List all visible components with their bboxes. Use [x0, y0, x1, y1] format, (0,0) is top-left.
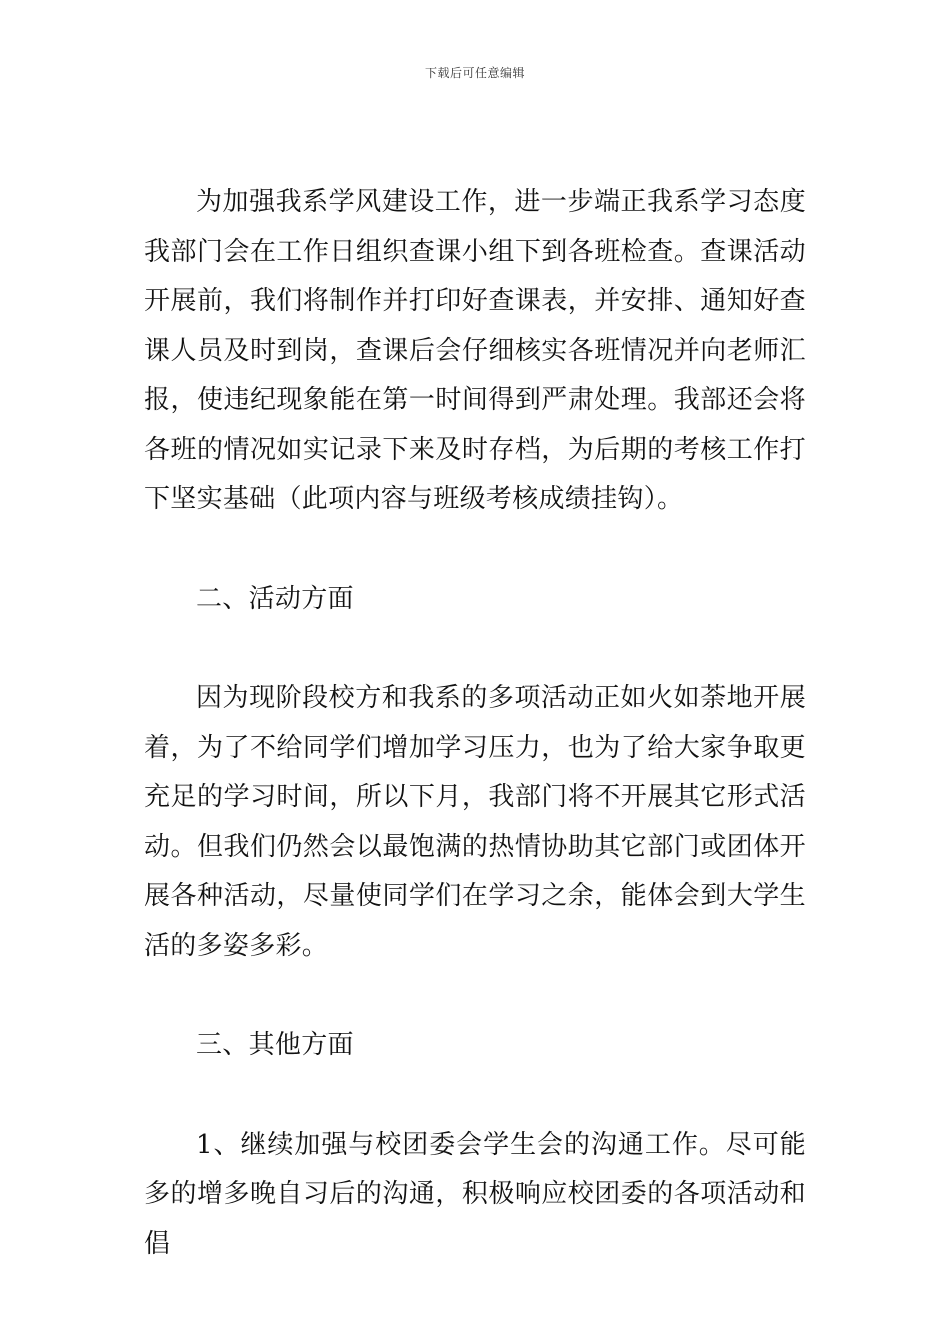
- paragraph-other-item-1: 1、继续加强与校团委会学生会的沟通工作。尽可能多的增多晚自习后的沟通，积极响应校团委的各项活动和倡: [144, 1129, 806, 1259]
- section-heading-other: 三、其他方面: [196, 1030, 354, 1060]
- paragraph-gap: [144, 624, 806, 674]
- paragraph-gap: [144, 971, 806, 1021]
- section-heading-activities: 二、活动方面: [196, 583, 354, 614]
- paragraph-gap: [144, 525, 806, 575]
- page-header: 下载后可任意编辑: [424, 66, 525, 80]
- paragraph-gap: [144, 1071, 806, 1121]
- paragraph-activities: 因为现阶段校方和我系的多项活动正如火如荼地开展着，为了不给同学们增加学习压力，也为了给大家争取更充足的学习时间，所以下月，我部门将不开展其它形式活动。但我们仍然会以最饱满的热情协助其它部门或团体开展各种活动，尽量使同学们在学习之余，能体会到大学生活的多姿多彩。: [144, 683, 806, 961]
- paragraph-study-style: 为加强我系学风建设工作，进一步端正我系学习态度我部门会在工作日组织查课小组下到各班检查。查课活动开展前，我们将制作并打印好查课表，并安排、通知好查课人员及时到岗，查课后会仔细核实各班情况并向老师汇报，使违纪现象能在第一时间得到严肃处理。我部还会将各班的情况如实记录下来及时存档，为后期的考核工作打下坚实基础（此项内容与班级考核成绩挂钩）。: [144, 187, 806, 514]
- document-body: [144, 178, 806, 1269]
